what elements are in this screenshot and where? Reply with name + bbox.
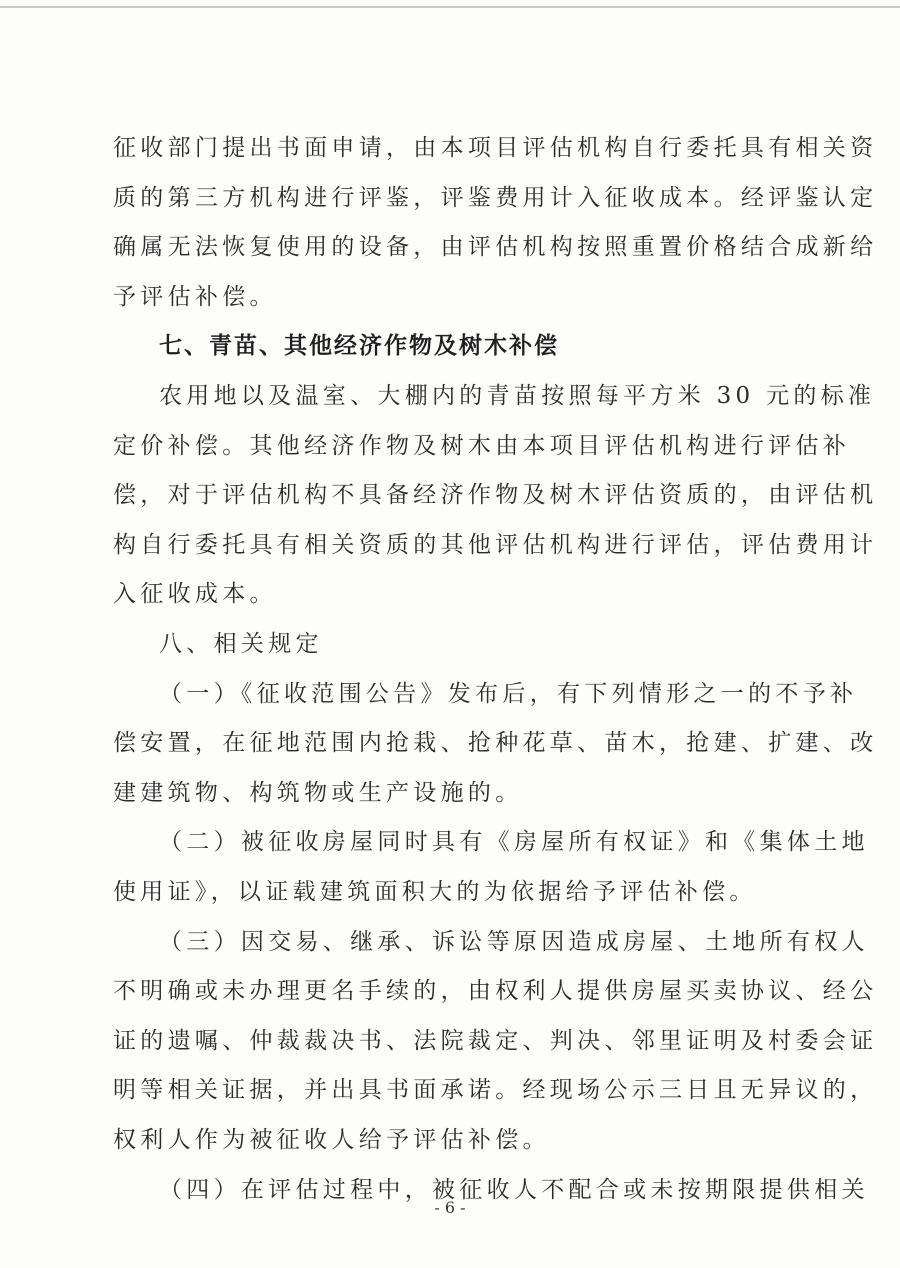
body-line: 不明确或未办理更名手续的，由权利人提供房屋买卖协议、经公 bbox=[113, 978, 878, 1004]
body-line: 使用证》，以证载建筑面积大的为依据给予评估补偿。 bbox=[113, 879, 757, 905]
body-line: 明等相关证据，并出具书面承诺。经现场公示三日且无异议的， bbox=[113, 1077, 878, 1103]
body-line: 构自行委托具有相关资质的其他评估机构进行评估，评估费用计 bbox=[113, 532, 878, 558]
body-line: （四）在评估过程中，被征收人不配合或未按期限提供相关 bbox=[159, 1177, 869, 1203]
body-line: 征收部门提出书面申请，由本项目评估机构自行委托具有相关资 bbox=[113, 135, 878, 161]
body-line: 偿，对于评估机构不具备经济作物及树木评估资质的，由评估机 bbox=[113, 482, 878, 508]
body-line: 定价补偿。其他经济作物及树木由本项目评估机构进行评估补 bbox=[113, 433, 851, 459]
body-line: 建建筑物、构筑物或生产设施的。 bbox=[113, 780, 523, 806]
section-heading-7: 七、青苗、其他经济作物及树木补偿 bbox=[159, 333, 559, 359]
section-heading-8: 八、相关规定 bbox=[159, 631, 323, 657]
page-number: - 6 - bbox=[434, 1198, 466, 1217]
top-border-line bbox=[0, 6, 900, 8]
body-line: 农用地以及温室、大棚内的青苗按照每平方米 30 元的标准 bbox=[159, 383, 876, 409]
body-line: （一）《征收范围公告》发布后，有下列情形之一的不予补 bbox=[159, 681, 858, 707]
body-line: 予评估补偿。 bbox=[113, 284, 277, 310]
body-line: （三）因交易、继承、诉讼等原因造成房屋、土地所有权人 bbox=[159, 929, 869, 955]
body-line: （二）被征收房屋同时具有《房屋所有权证》和《集体土地 bbox=[159, 829, 869, 855]
body-line: 入征收成本。 bbox=[113, 581, 277, 607]
body-line: 证的遗嘱、仲裁裁决书、法院裁定、判决、邻里证明及村委会证 bbox=[113, 1028, 878, 1054]
body-line: 质的第三方机构进行评鉴，评鉴费用计入征收成本。经评鉴认定 bbox=[113, 185, 878, 211]
body-line: 偿安置，在征地范围内抢栽、抢种花草、苗木，抢建、扩建、改 bbox=[113, 730, 878, 756]
body-line: 确属无法恢复使用的设备，由评估机构按照重置价格结合成新给 bbox=[113, 234, 878, 260]
body-line: 权利人作为被征收人给予评估补偿。 bbox=[113, 1127, 550, 1153]
